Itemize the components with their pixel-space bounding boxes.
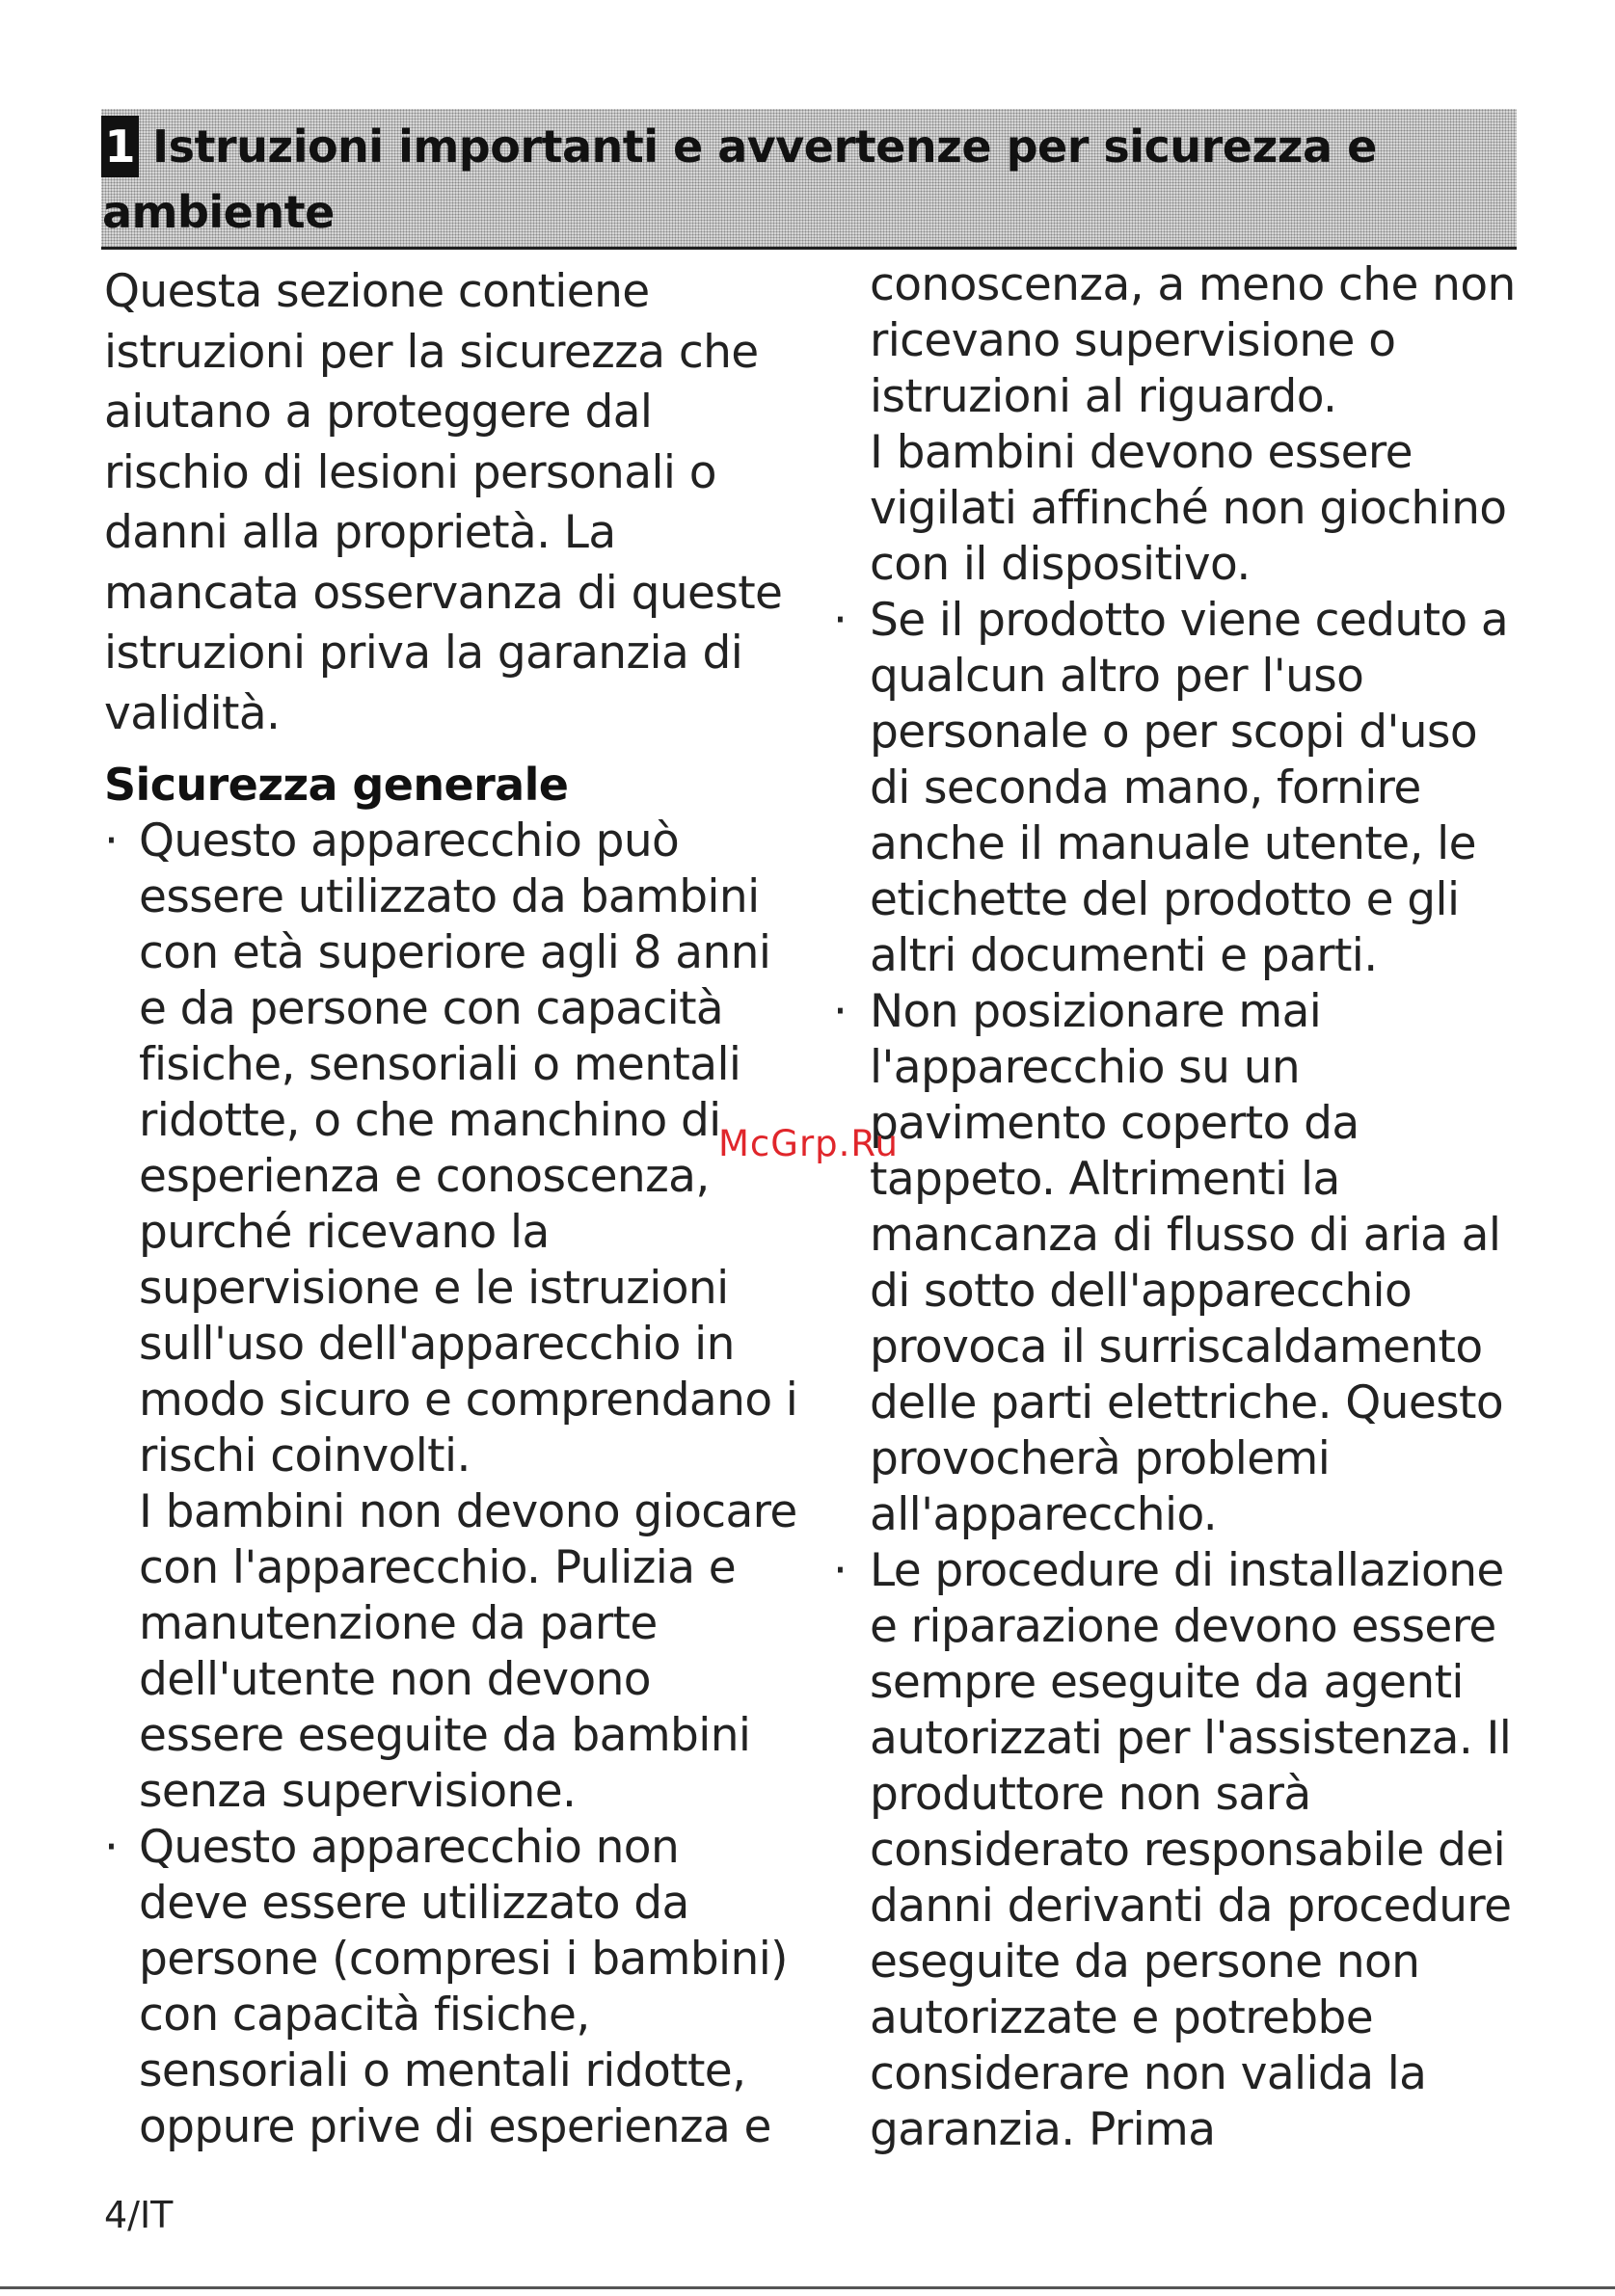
list-item-extra: I bambini non devono giocare con l'apparecchio. Pulizia e manutenzione da parte dell'utente non devono essere eseguite da bambini senza supervisione. [139,1485,797,1818]
left-bullet-list [104,814,798,2155]
list-item-text: Questo apparecchio non deve essere utilizzato da persone (compresi i bambini) con capacità fisiche, sensoriali o mentali ridotte, oppure prive di esperienza e [139,1821,788,2153]
subheading-general-safety: Sicurezza generale [104,759,569,811]
section-title: Istruzioni importanti e avvertenze per sicurezza e ambiente [102,120,1377,238]
bullet-icon: · [104,814,119,868]
list-item [833,984,1527,1543]
list-item-text: Le procedure di installazione e riparazione devono essere sempre eseguite da agenti autorizzati per l'assistenza. Il produttore non sarà considerato responsabile dei danni derivanti da procedure eseguite da persone non autorizzate e potrebbe considerare non valida la garanzia. Prima [870,1544,1512,2156]
list-item-text: Non posizionare mai l'apparecchio su un pavimento coperto da tappeto. Altrimenti la mancanza di flusso di aria al di sotto dell'apparecchio provoca il surriscaldamento delle parti elettriche. Questo provocherà problemi all'apparecchio. [870,985,1504,1541]
list-item [104,1820,798,2155]
list-item-text: Questo apparecchio può essere utilizzato da bambini con età superiore agli 8 anni e da persone con capacità fisiche, sensoriali o mentali ridotte, o che manchino di esperienza e conoscenza, purché ricevano la supervisione e le istruzioni sull'uso dell'apparecchio in modo sicuro e comprendano i rischi coinvolti. [139,814,798,1482]
bottom-divider [0,2286,1615,2289]
continued-text: conoscenza, a meno che non ricevano supervisione o istruzioni al riguardo. [870,258,1516,423]
section-number-badge: 1 [101,116,139,177]
bullet-icon: · [833,1544,848,1597]
left-column [104,262,798,2155]
right-bullet-list [833,593,1527,2158]
continued-text-extra: I bambini devono essere vigilati affinché non giochino con il dispositivo. [870,426,1507,591]
bullet-icon: · [833,594,848,647]
bullet-icon: · [833,985,848,1038]
list-item [833,1543,1527,2158]
right-column [833,257,1527,2158]
intro-paragraph: Questa sezione contiene istruzioni per la sicurezza che aiutano a proteggere dal rischio di lesioni personali o danni alla proprietà. La mancata osservanza di queste istruzioni priva la garanzia di validità. [104,265,783,740]
watermark: McGrp.Ru [718,1123,899,1164]
list-item-text: Se il prodotto viene ceduto a qualcun altro per l'uso personale o per scopi d'uso di seconda mano, fornire anche il manuale utente, le etichette del prodotto e gli altri documenti e parti. [870,594,1509,982]
bullet-icon: · [104,1821,119,1874]
list-item [833,593,1527,984]
list-item [104,814,798,1820]
page-number: 4/IT [104,2194,174,2236]
